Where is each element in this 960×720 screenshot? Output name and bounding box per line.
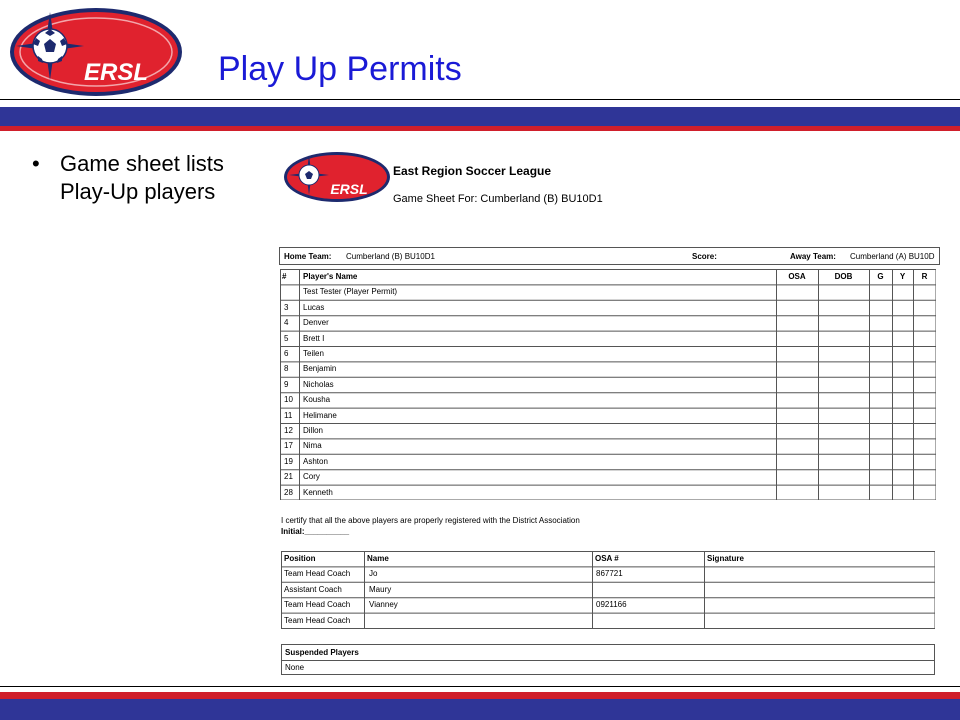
player-name: Nima <box>303 441 322 451</box>
suspended-value: None <box>285 663 305 672</box>
player-name: Nicholas <box>303 379 334 389</box>
header-band-red <box>0 126 960 131</box>
staff-position: Team Head Coach <box>284 569 351 579</box>
match-header-box <box>279 247 940 265</box>
staff-col-header: Name <box>367 554 389 563</box>
player-name: Test Tester (Player Permit) <box>303 287 398 297</box>
player-number: 11 <box>284 410 293 420</box>
player-name: Lucas <box>303 302 325 312</box>
game-sheet-for: Game Sheet For: Cumberland (B) BU10D1 <box>393 193 603 205</box>
staff-position: Assistant Coach <box>284 584 342 594</box>
staff-position: Team Head Coach <box>284 615 351 625</box>
player-name: Helimane <box>303 410 337 420</box>
sheet-ersl-logo <box>283 151 391 203</box>
player-number: 3 <box>284 302 289 312</box>
staff-table <box>281 551 935 629</box>
roster-col-header: OSA <box>788 272 806 281</box>
ersl-logo <box>8 6 184 98</box>
suspended-label: Suspended Players <box>285 648 359 657</box>
player-name: Denver <box>303 318 329 328</box>
staff-position: Team Head Coach <box>284 600 351 610</box>
header-band-blue <box>0 107 960 126</box>
player-name: Brett I <box>303 333 325 343</box>
footer-band-red <box>0 692 960 699</box>
page-title: Play Up Permits <box>218 50 462 88</box>
roster-table <box>280 269 936 500</box>
bullet-text: Game sheet lists Play-Up players <box>60 151 224 204</box>
logo-text: ERSL <box>83 59 149 86</box>
sheet-logo-text: ERSL <box>330 181 368 197</box>
player-number: 19 <box>284 456 293 466</box>
player-number: 9 <box>284 379 289 389</box>
roster-col-header: G <box>877 272 884 281</box>
player-name: Cory <box>303 472 320 482</box>
title-divider <box>0 99 960 100</box>
home-team-value: Cumberland (B) BU10D1 <box>346 252 435 261</box>
player-name: Dillon <box>303 426 324 435</box>
roster-col-header: Player's Name <box>303 272 358 281</box>
player-name: Teilen <box>303 349 324 358</box>
player-number: 17 <box>284 441 293 451</box>
suspended-divider <box>282 660 934 661</box>
staff-col-header: Position <box>284 554 316 563</box>
away-team-label: Away Team: <box>790 252 836 261</box>
staff-col-header: OSA # <box>595 554 619 563</box>
staff-name: Vianney <box>369 600 398 610</box>
roster-col-header: DOB <box>834 272 853 281</box>
roster-col-header: R <box>921 272 928 281</box>
certify-text: I certify that all the above players are properly registered with the District Association <box>281 516 580 525</box>
player-name: Benjamin <box>303 364 337 374</box>
player-name: Ashton <box>303 456 328 466</box>
player-number: 6 <box>284 349 289 358</box>
player-number: 12 <box>284 426 293 435</box>
staff-name: Jo <box>369 569 378 579</box>
player-number: 28 <box>284 487 293 497</box>
score-label: Score: <box>692 252 717 261</box>
player-number: 4 <box>284 318 289 328</box>
footer-divider <box>0 686 960 687</box>
staff-name: Maury <box>369 584 392 594</box>
league-name: East Region Soccer League <box>393 164 552 178</box>
player-number: 21 <box>284 472 293 482</box>
staff-col-header: Signature <box>707 554 744 563</box>
player-number: 5 <box>284 333 289 343</box>
player-number: 8 <box>284 364 289 374</box>
player-name: Kousha <box>303 395 331 405</box>
roster-col-header: # <box>282 272 287 281</box>
footer-band-blue <box>0 699 960 720</box>
suspended-box <box>281 644 935 675</box>
initial-field: Initial:__________ <box>281 527 350 536</box>
bullet-dot: • <box>32 151 40 176</box>
home-team-label: Home Team: <box>284 252 332 261</box>
staff-osa: 867721 <box>596 569 623 579</box>
away-team-value: Cumberland (A) BU10D <box>850 252 935 261</box>
player-name: Kenneth <box>303 487 333 497</box>
roster-col-header: Y <box>899 272 906 281</box>
staff-osa: 0921166 <box>596 600 627 610</box>
player-number: 10 <box>284 395 293 405</box>
